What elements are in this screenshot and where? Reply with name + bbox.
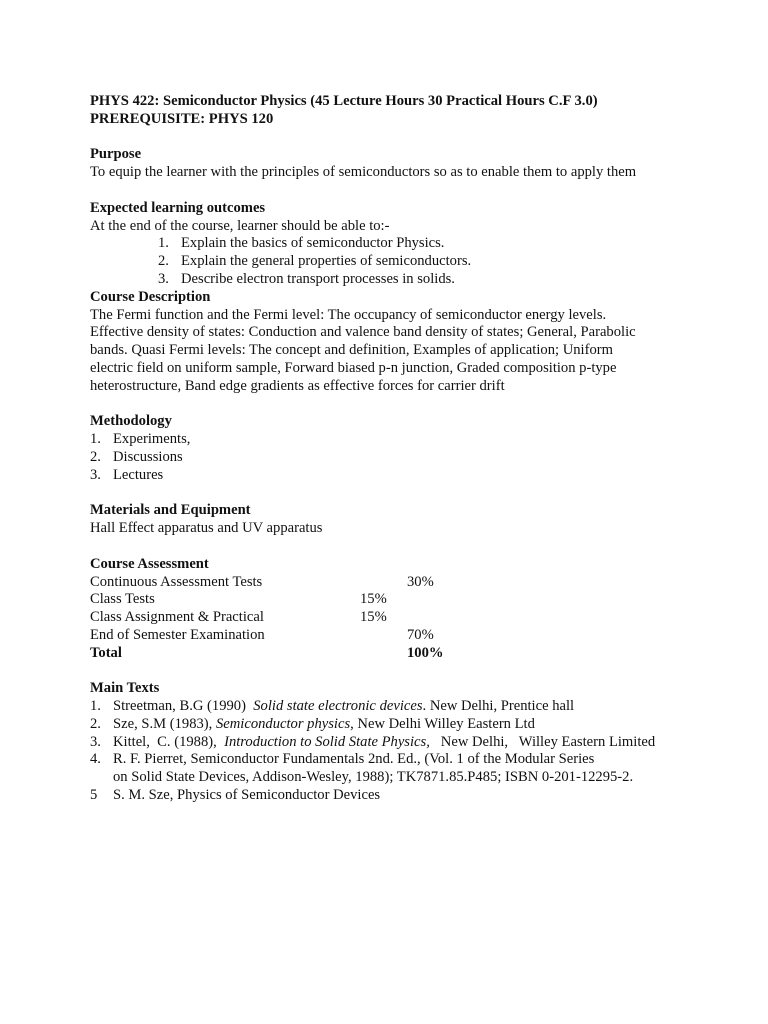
materials-text: Hall Effect apparatus and UV apparatus [90,520,323,537]
list-item [90,467,730,485]
list-text: Lectures [113,466,164,483]
assessment-weight: 30% [407,573,434,590]
description-line: Effective density of states: Conduction and valence band density of states; General, Parabolic [90,324,636,341]
course-prerequisite: PREREQUISITE: PHYS 120 [90,110,274,127]
materials-heading: Materials and Equipment [90,502,251,519]
outcomes-list [90,235,730,288]
description-line: electric field on uniform sample, Forward biased p-n junction, Graded composition p-type [90,359,617,376]
assessment-row [90,627,730,645]
purpose-text: To equip the learner with the principles of semiconductors so as to enable them to apply them [90,164,637,181]
reference-text: R. F. Pierret, Semiconductor Fundamentals 2nd. Ed., (Vol. 1 of the Modular Series [113,751,595,768]
outcomes-intro: At the end of the course, learner should be able to:- [90,217,390,234]
list-number: 2. [158,253,169,270]
assessment-subweight: 15% [360,609,387,626]
list-text: Explain the basics of semiconductor Physics. [181,235,445,252]
list-text: Experiments, [113,431,191,448]
description-heading: Course Description [90,288,211,305]
list-number: 3. [90,733,101,750]
assessment-total-label: Total [90,644,122,661]
assessment-label: Continuous Assessment Tests [90,573,263,590]
list-number: 1. [90,431,101,448]
list-item [90,431,730,449]
assessment-subweight: 15% [360,591,387,608]
description-line: bands. Quasi Fermi levels: The concept and definition, Examples of application; Uniform [90,342,613,359]
list-number: 2. [90,448,101,465]
reference-title: Solid state electronic devices [253,698,423,715]
assessment-row [90,591,730,609]
texts-heading: Main Texts [90,680,160,697]
assessment-heading: Course Assessment [90,555,209,572]
reference-item [90,751,730,769]
reference-text: on Solid State Devices, Addison-Wesley, 1988); TK7871.85.P485; ISBN 0-201-12295-2. [113,769,634,786]
reference-author: Kittel, C. (1988), [113,733,225,750]
reference-item [90,698,730,716]
course-title: PHYS 422: Semiconductor Physics (45 Lecture Hours 30 Practical Hours C.F 3.0) [90,93,598,109]
purpose-heading: Purpose [90,146,142,163]
list-number: 3. [158,270,169,287]
reference-continuation [90,769,730,787]
list-number: 1. [158,235,169,252]
assessment-total-value: 100% [407,644,444,661]
list-item [90,449,730,467]
assessment-weight: 70% [407,626,434,643]
assessment-total-row [90,645,730,663]
list-number: 5 [90,787,98,804]
assessment-row [90,609,730,627]
list-number: 2. [90,715,101,732]
assessment-label: Class Assignment & Practical [90,609,264,626]
reference-title: Semiconductor physics [215,715,351,732]
assessment-row [90,574,730,592]
reference-text: S. M. Sze, Physics of Semiconductor Devices [113,787,381,804]
reference-author: Sze, S.M (1983), [113,715,216,732]
reference-publisher: New Delhi, Willey Eastern Limited [429,733,656,750]
outcomes-heading: Expected learning outcomes [90,199,266,216]
list-item [90,235,730,253]
list-text: Explain the general properties of semiconductors. [181,253,472,270]
reference-item [90,716,730,734]
list-item [90,271,730,289]
document-content [90,93,730,805]
list-item [90,253,730,271]
description-line: The Fermi function and the Fermi level: The occupancy of semiconductor energy levels. [90,306,607,323]
assessment-label: Class Tests [90,591,155,608]
list-text: Discussions [113,448,183,465]
reference-item [90,734,730,752]
reference-publisher: , New Delhi Willey Eastern Ltd [350,715,535,732]
reference-author: Streetman, B.G (1990) [113,698,254,715]
reference-title: Introduction to Solid State Physics, [224,733,430,750]
reference-publisher: . New Delhi, Prentice hall [422,698,575,715]
list-number: 4. [90,751,101,768]
list-number: 3. [90,466,101,483]
list-number: 1. [90,698,101,715]
methodology-heading: Methodology [90,413,172,430]
reference-item [90,787,730,805]
description-line: heterostructure, Band edge gradients as effective forces for carrier drift [90,377,505,394]
assessment-label: End of Semester Examination [90,626,265,643]
list-text: Describe electron transport processes in solids. [181,270,455,287]
